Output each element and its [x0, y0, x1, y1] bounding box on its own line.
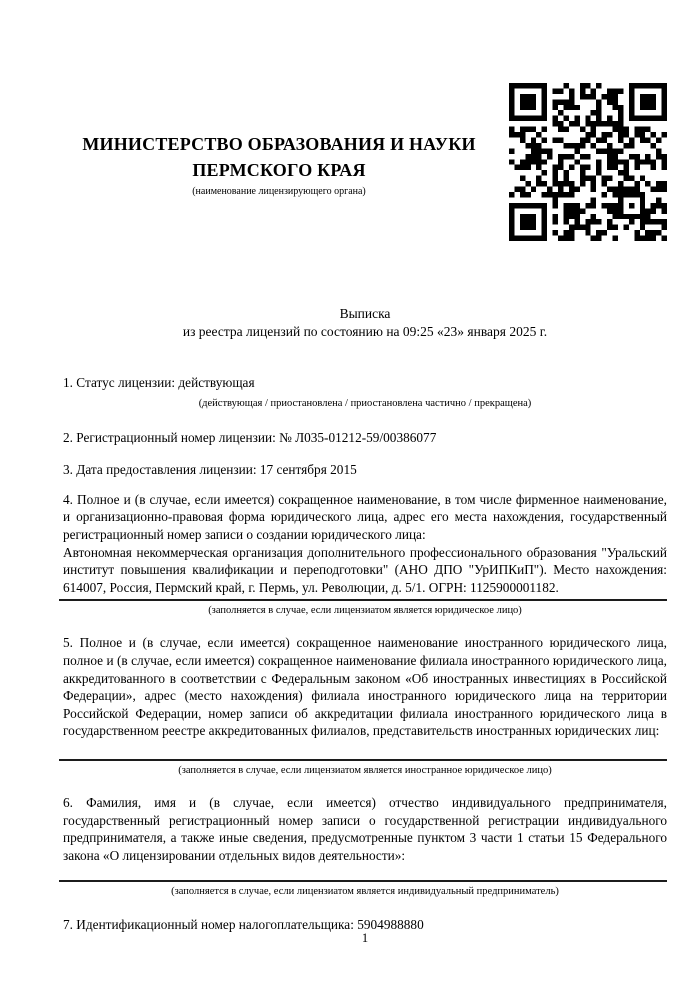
qr-code: [509, 83, 667, 241]
ministry-caption: (наименование лицензирующего органа): [192, 186, 366, 197]
item-4-note: (заполняется в случае, если лицензиатом является юридическое лицо): [208, 605, 522, 617]
item-7-text: 7. Идентификационный номер налогоплательщика: 5904988880: [63, 917, 424, 933]
ministry-name-line2: ПЕРМСКОГО КРАЯ: [192, 160, 366, 180]
qr-code-image: [509, 83, 667, 241]
item-2-registration-number: [63, 429, 667, 447]
item-3-text: 3. Дата предоставления лицензии: 17 сентября 2015: [63, 462, 357, 478]
item-4-value: Автономная некоммерческая организация дополнительного профессионального образования "Уральский институт повышения квалификации и переподготовки" (АНО ДПО "УрИПКиП"). Место нахождения: 614007, Россия, Пермский край, г. Пермь, ул. Революции, д. 5/1. ОГРН: 1125900001182.: [63, 544, 667, 595]
extract-title-line: Выписка: [339, 306, 391, 321]
item-1-license-status: [63, 374, 667, 410]
blank-field-line: [59, 759, 667, 761]
item-2-text: 2. Регистрационный номер лицензии: № Л035-01212-59/00386077: [63, 429, 437, 445]
item-4-legal-entity: [63, 491, 667, 618]
item-1-text: 1. Статус лицензии: действующая: [63, 375, 255, 390]
item-5-label: 5. Полное и (в случае, если имеется) сокращенное наименование иностранного юридического лица, полное и (в случае, если имеется) сокращенное наименование филиала иностранного юридического лица, аккредитованного в соответствии с Федеральным законом «Об иностранных инвестициях в Российской Федерации», адрес (место нахождения) филиала иностранного юридического лица на территории Российской Федерации, номер записи об аккредитации филиала иностранного юридического лица в государственном реестре аккредитованных филиалов, представительств иностранных юридических лиц:: [63, 635, 667, 739]
item-1-note: (действующая / приостановлена / приостановлена частично / прекращена): [198, 397, 532, 409]
ministry-name-line1: МИНИСТЕРСТВО ОБРАЗОВАНИЯ И НАУКИ: [82, 134, 476, 154]
item-5-foreign-entity: [63, 634, 667, 777]
extract-date-line: из реестра лицензий по состоянию на 09:25 «23» января 2025 г.: [182, 324, 548, 339]
item-4-label: 4. Полное и (в случае, если имеется) сокращенное наименование, в том числе фирменное наименование, и организационно-правовая форма юридического лица, адрес его места нахождения, государственный регистрационный номер записи о создании юридического лица:: [63, 491, 667, 542]
document-header: [63, 83, 667, 241]
document-title: [63, 305, 667, 341]
blank-field-line: [59, 599, 667, 601]
item-6-individual-entrepreneur: [63, 794, 667, 898]
item-5-note: (заполняется в случае, если лицензиатом является иностранное юридическое лицо): [178, 764, 552, 776]
item-6-label: 6. Фамилия, имя и (в случае, если имеется) отчество индивидуального предпринимателя, государственный регистрационный номер записи о государственной регистрации индивидуального предпринимателя, а также иные сведения, предусмотренные пунктом 3 части 1 статьи 15 Федерального закона «О лицензировании отдельных видов деятельности»:: [63, 794, 667, 863]
item-6-note: (заполняется в случае, если лицензиатом является индивидуальный предприниматель): [171, 886, 559, 898]
blank-field-line: [59, 880, 667, 882]
item-3-license-date: [63, 461, 667, 479]
licensing-authority-block: [63, 131, 495, 197]
page-number: 1: [361, 931, 369, 945]
